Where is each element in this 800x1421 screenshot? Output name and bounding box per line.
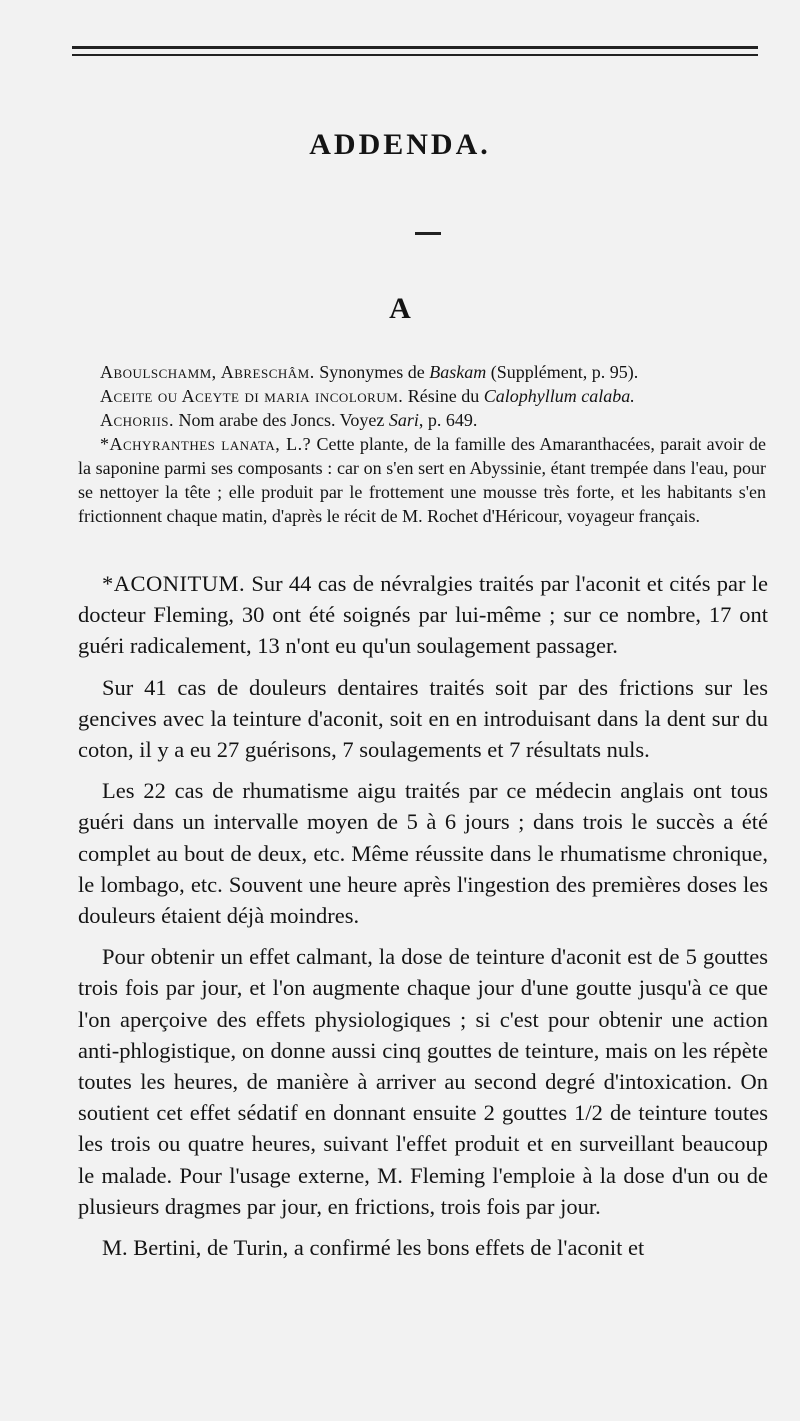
entry-achyranthes: *Achyranthes lanata, L.? Cette plante, de la famille des Amaranthacées, parait avoir de la saponine parmi ses composants : car on s'en sert en Abyssinie, étant trempée dans l'eau, pour se nettoyer la tête ; elle produit par le frottement une mousse très forte, et les habitants s'en frictionnent chaque matin, d'après le récit de M. Rochet d'Héricour, voyageur français. bbox=[78, 434, 766, 526]
small-entries bbox=[78, 360, 766, 528]
aconitum-paragraph-2: Sur 41 cas de douleurs dentaires traités soit par des frictions sur les gencives avec la teinture d'aconit, soit en en introduisant dans la dent sur du coton, il y a eu 27 guérisons, 7 soulagements et 7 résultats nuls. bbox=[78, 674, 768, 763]
aconitum-paragraph-3: Les 22 cas de rhumatisme aigu traités par ce médecin anglais ont tous guéri dans un intervalle moyen de 5 à 6 jours ; dans trois le succès a été complet au bout de deux, etc. Même réussite dans le rhumatisme chronique, le lombago, etc. Souvent une heure après l'ingestion des premières doses les douleurs étaient déjà moindres. bbox=[78, 778, 768, 929]
title-separator bbox=[415, 232, 441, 235]
aconitum-paragraph-1: *ACONITUM. Sur 44 cas de névralgies traités par l'aconit et cités par le docteur Fleming, 30 ont été soignés par lui-même ; sur ce nombre, 17 ont guéri radicalement, 13 n'ont eu qu'un soulagement passager. bbox=[78, 571, 768, 659]
aconitum-paragraph-4: Pour obtenir un effet calmant, la dose de teinture d'aconit est de 5 gouttes trois fois par jour, et l'on augmente chaque jour d'une goutte jusqu'à ce que l'on aperçoive des effets physiologiques ; si c'est pour obtenir une action anti-phlogistique, on donne aussi cinq gouttes de teinture, mais on les répète toutes les heures, de manière à arriver au second degré d'intoxication. On soutient cet effet sédatif en donnant ensuite 2 gouttes 1/2 de teinture toutes les trois ou quatre heures, suivant l'effet produit et en surveillant beaucoup le malade. Pour l'usage externe, M. Fleming l'emploie à la dose d'un ou de plusieurs dragmes par jour, en frictions, trois fois par jour. bbox=[78, 944, 768, 1219]
top-rule bbox=[72, 46, 758, 49]
aconitum-paragraph-5: M. Bertini, de Turin, a confirmé les bons effets de l'aconit et bbox=[102, 1235, 645, 1261]
aconitum-entry bbox=[78, 568, 768, 1273]
entry-aboulschamm: Aboulschamm, Abreschâm. Synonymes de Baskam (Supplément, p. 95). bbox=[100, 362, 639, 382]
section-letter: A bbox=[389, 292, 411, 325]
entry-achoriis: Achoriis. Nom arabe des Joncs. Voyez Sari, p. 649. bbox=[100, 410, 478, 430]
top-rule-secondary bbox=[72, 54, 758, 56]
entry-aceite: Aceite ou Aceyte di maria incolorum. Résine du Calophyllum calaba. bbox=[100, 386, 635, 406]
page-title: ADDENDA. bbox=[309, 128, 491, 161]
